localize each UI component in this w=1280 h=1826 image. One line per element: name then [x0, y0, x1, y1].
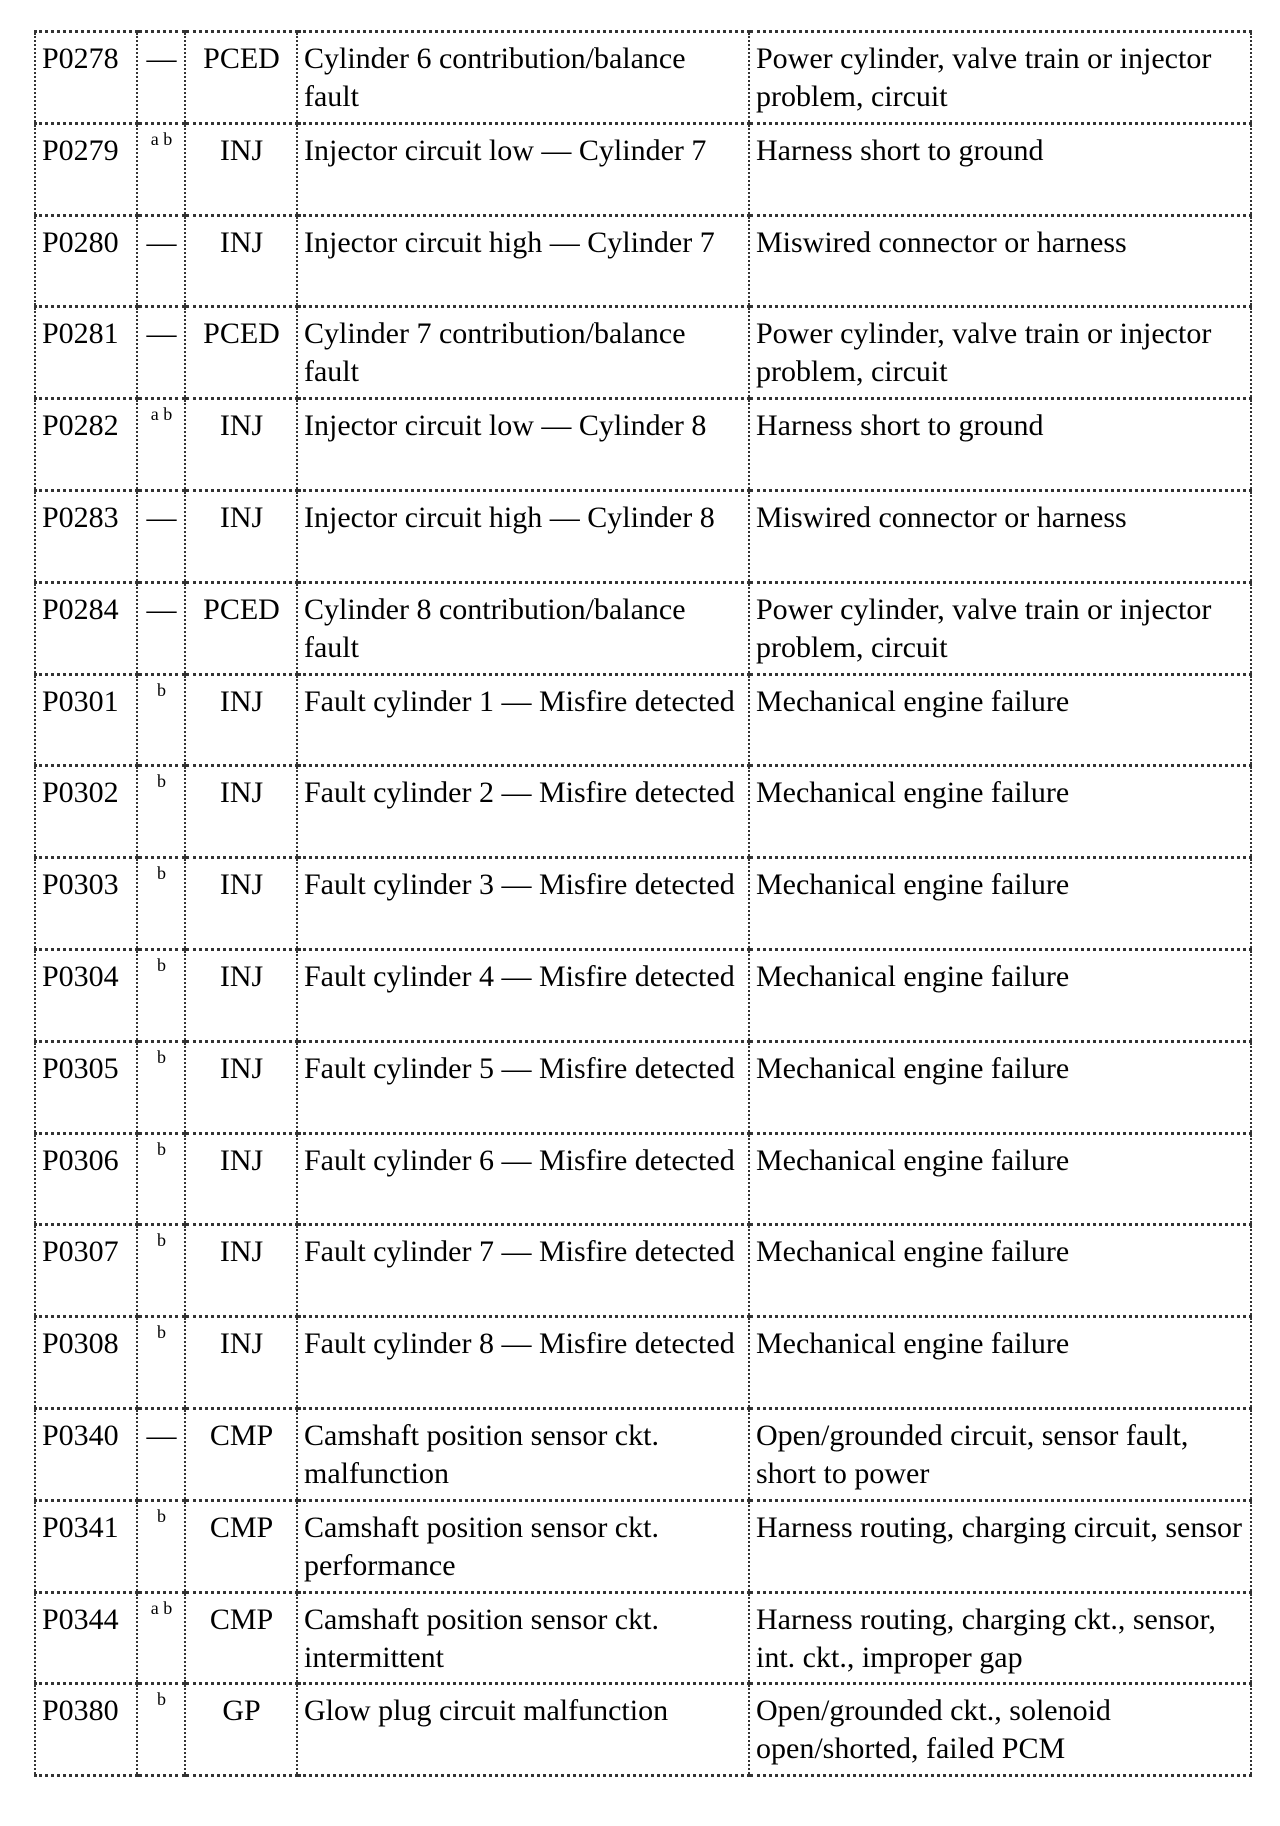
description-cell	[297, 123, 749, 215]
dtc-code: P0280	[42, 225, 119, 259]
system-cell	[185, 1133, 297, 1225]
dtc-code: P0283	[42, 500, 119, 534]
dtc-code: P0341	[42, 1510, 119, 1544]
probable-cause: Miswired connector or harness	[756, 225, 1127, 259]
probable-cause: Open/grounded ckt., solenoid open/shorted, failed PCM	[756, 1694, 1111, 1766]
footnote-cell	[137, 1041, 185, 1133]
system-abbreviation: INJ	[219, 500, 264, 534]
dtc-code-cell	[35, 215, 137, 307]
description-cell	[297, 1500, 749, 1592]
fault-description: Cylinder 6 contribution/balance fault	[304, 42, 686, 113]
fault-description: Injector circuit high — Cylinder 8	[304, 500, 715, 534]
fault-description: Injector circuit low — Cylinder 7	[304, 133, 707, 167]
dtc-code-cell	[35, 1592, 137, 1684]
cause-cell	[749, 1408, 1251, 1500]
dtc-code-cell	[35, 1408, 137, 1500]
system-cell	[185, 766, 297, 858]
fault-description: Fault cylinder 4 — Misfire detected	[304, 959, 735, 993]
cause-cell	[749, 1592, 1251, 1684]
dtc-code: P0340	[42, 1418, 119, 1452]
system-abbreviation: INJ	[219, 776, 264, 810]
probable-cause: Harness routing, charging circuit, sensor	[756, 1510, 1242, 1544]
description-cell	[297, 766, 749, 858]
cause-cell	[749, 1225, 1251, 1317]
system-abbreviation: CMP	[209, 1510, 274, 1544]
table-row	[35, 1317, 1251, 1409]
dtc-code: P0344	[42, 1602, 119, 1636]
probable-cause: Mechanical engine failure	[756, 1143, 1070, 1177]
system-abbreviation: PCED	[203, 42, 280, 75]
table-row	[35, 490, 1251, 582]
dtc-code-cell	[35, 1317, 137, 1409]
fault-description: Fault cylinder 3 — Misfire detected	[304, 868, 735, 902]
table-row	[35, 1500, 1251, 1592]
table-row	[35, 582, 1251, 674]
cause-cell	[749, 858, 1251, 950]
cause-cell	[749, 215, 1251, 307]
fault-description: Cylinder 7 contribution/balance fault	[304, 317, 686, 389]
system-cell	[185, 858, 297, 950]
description-cell	[297, 1592, 749, 1684]
dtc-code-cell	[35, 1500, 137, 1592]
footnote-cell	[137, 949, 185, 1041]
footnote-marker: b	[157, 954, 166, 975]
dtc-code: P0282	[42, 409, 119, 443]
footnote-marker: —	[146, 317, 177, 351]
fault-description: Fault cylinder 6 — Misfire detected	[304, 1143, 735, 1177]
footnote-marker: b	[157, 1505, 166, 1526]
fault-description: Injector circuit high — Cylinder 7	[304, 225, 715, 259]
probable-cause: Mechanical engine failure	[756, 868, 1070, 902]
description-cell	[297, 858, 749, 950]
probable-cause: Open/grounded circuit, sensor fault, short to power	[756, 1418, 1189, 1490]
dtc-code: P0278	[42, 42, 119, 75]
system-abbreviation: CMP	[209, 1602, 274, 1636]
system-cell	[185, 1408, 297, 1500]
system-cell	[185, 1592, 297, 1684]
dtc-code-cell	[35, 1684, 137, 1776]
table-row	[35, 399, 1251, 491]
footnote-marker: b	[157, 771, 166, 792]
probable-cause: Power cylinder, valve train or injector problem, circuit	[756, 592, 1212, 664]
dtc-code: P0302	[42, 776, 119, 810]
probable-cause: Harness short to ground	[756, 409, 1044, 443]
footnote-cell	[137, 123, 185, 215]
footnote-marker: b	[157, 863, 166, 884]
fault-description: Cylinder 8 contribution/balance fault	[304, 592, 686, 664]
dtc-code: P0380	[42, 1694, 119, 1728]
system-abbreviation: INJ	[219, 225, 264, 259]
table-row	[35, 1592, 1251, 1684]
fault-description: Injector circuit low — Cylinder 8	[304, 409, 707, 443]
table-row	[35, 1041, 1251, 1133]
footnote-marker: a b	[150, 128, 173, 149]
footnote-cell	[137, 399, 185, 491]
footnote-cell	[137, 215, 185, 307]
table-row	[35, 949, 1251, 1041]
footnote-cell	[137, 1133, 185, 1225]
dtc-code: P0301	[42, 684, 119, 718]
footnote-marker: b	[157, 1138, 166, 1159]
footnote-cell	[137, 490, 185, 582]
footnote-marker: —	[146, 225, 177, 259]
system-abbreviation: INJ	[219, 868, 264, 902]
system-abbreviation: PCED	[203, 317, 280, 351]
footnote-marker: b	[157, 679, 166, 700]
footnote-cell	[137, 307, 185, 399]
probable-cause: Mechanical engine failure	[756, 959, 1070, 993]
cause-cell	[749, 1684, 1251, 1776]
table-row	[35, 1133, 1251, 1225]
dtc-code-cell	[35, 1041, 137, 1133]
table-row	[35, 858, 1251, 950]
probable-cause: Mechanical engine failure	[756, 776, 1070, 810]
system-cell	[185, 1684, 297, 1776]
footnote-marker: —	[146, 500, 177, 534]
probable-cause: Miswired connector or harness	[756, 500, 1127, 534]
footnote-marker: b	[157, 1322, 166, 1343]
description-cell	[297, 1684, 749, 1776]
footnote-marker: a b	[150, 404, 173, 425]
probable-cause: Harness short to ground	[756, 133, 1044, 167]
dtc-code-cell	[35, 123, 137, 215]
system-cell	[185, 674, 297, 766]
probable-cause: Mechanical engine failure	[756, 1327, 1070, 1361]
system-cell	[185, 1225, 297, 1317]
cause-cell	[749, 582, 1251, 674]
system-abbreviation: INJ	[219, 409, 264, 443]
dtc-code: P0308	[42, 1327, 119, 1361]
dtc-code-cell	[35, 32, 137, 124]
footnote-cell	[137, 1225, 185, 1317]
footnote-cell	[137, 32, 185, 124]
footnote-cell	[137, 582, 185, 674]
description-cell	[297, 1317, 749, 1409]
cause-cell	[749, 1041, 1251, 1133]
system-abbreviation: INJ	[219, 1327, 264, 1361]
probable-cause: Harness routing, charging ckt., sensor, int. ckt., improper gap	[756, 1602, 1216, 1674]
dtc-code: P0279	[42, 133, 119, 167]
cause-cell	[749, 1500, 1251, 1592]
system-abbreviation: INJ	[219, 959, 264, 993]
dtc-code-cell	[35, 674, 137, 766]
description-cell	[297, 215, 749, 307]
dtc-code-cell	[35, 307, 137, 399]
table-row	[35, 32, 1251, 124]
description-cell	[297, 1133, 749, 1225]
table-row	[35, 307, 1251, 399]
footnote-cell	[137, 1500, 185, 1592]
system-abbreviation: INJ	[219, 684, 264, 718]
probable-cause: Mechanical engine failure	[756, 1235, 1070, 1269]
table-row	[35, 1408, 1251, 1500]
description-cell	[297, 1041, 749, 1133]
system-abbreviation: INJ	[219, 1051, 264, 1085]
system-abbreviation: CMP	[209, 1418, 274, 1452]
footnote-cell	[137, 1684, 185, 1776]
dtc-code-cell	[35, 858, 137, 950]
dtc-code-cell	[35, 766, 137, 858]
cause-cell	[749, 1317, 1251, 1409]
description-cell	[297, 674, 749, 766]
dtc-code-cell	[35, 949, 137, 1041]
probable-cause: Mechanical engine failure	[756, 684, 1070, 718]
probable-cause: Power cylinder, valve train or injector problem, circuit	[756, 42, 1212, 113]
table-row	[35, 674, 1251, 766]
probable-cause: Power cylinder, valve train or injector problem, circuit	[756, 317, 1212, 389]
footnote-marker: —	[146, 1418, 177, 1452]
system-cell	[185, 490, 297, 582]
cause-cell	[749, 766, 1251, 858]
dtc-code: P0306	[42, 1143, 119, 1177]
fault-description: Camshaft position sensor ckt. intermittent	[304, 1602, 659, 1674]
system-cell	[185, 1317, 297, 1409]
table-row	[35, 766, 1251, 858]
probable-cause: Mechanical engine failure	[756, 1051, 1070, 1085]
cause-cell	[749, 123, 1251, 215]
system-cell	[185, 399, 297, 491]
dtc-code-cell	[35, 399, 137, 491]
fault-description: Glow plug circuit malfunction	[304, 1694, 669, 1728]
footnote-marker: b	[157, 1230, 166, 1251]
system-abbreviation: INJ	[219, 133, 264, 167]
system-abbreviation: INJ	[219, 1143, 264, 1177]
cause-cell	[749, 674, 1251, 766]
system-cell	[185, 307, 297, 399]
fault-description: Camshaft position sensor ckt. malfunction	[304, 1418, 659, 1490]
dtc-code-cell	[35, 582, 137, 674]
footnote-cell	[137, 766, 185, 858]
system-cell	[185, 1500, 297, 1592]
system-abbreviation: GP	[222, 1694, 261, 1728]
fault-description: Camshaft position sensor ckt. performance	[304, 1510, 659, 1582]
description-cell	[297, 1225, 749, 1317]
dtc-code-cell	[35, 490, 137, 582]
fault-description: Fault cylinder 7 — Misfire detected	[304, 1235, 735, 1269]
dtc-code: P0284	[42, 592, 119, 626]
table-row	[35, 1684, 1251, 1776]
description-cell	[297, 399, 749, 491]
dtc-code: P0281	[42, 317, 119, 351]
cause-cell	[749, 1133, 1251, 1225]
footnote-marker: b	[157, 1046, 166, 1067]
fault-description: Fault cylinder 1 — Misfire detected	[304, 684, 735, 718]
description-cell	[297, 32, 749, 124]
fault-description: Fault cylinder 2 — Misfire detected	[304, 776, 735, 810]
cause-cell	[749, 399, 1251, 491]
description-cell	[297, 307, 749, 399]
table-row	[35, 215, 1251, 307]
footnote-marker: a b	[150, 1597, 173, 1618]
system-cell	[185, 582, 297, 674]
cause-cell	[749, 32, 1251, 124]
system-cell	[185, 123, 297, 215]
table-row	[35, 123, 1251, 215]
cause-cell	[749, 307, 1251, 399]
code-table-body	[35, 32, 1251, 1776]
system-cell	[185, 1041, 297, 1133]
dtc-code: P0307	[42, 1235, 119, 1269]
dtc-code: P0303	[42, 868, 119, 902]
description-cell	[297, 490, 749, 582]
footnote-cell	[137, 1408, 185, 1500]
system-abbreviation: INJ	[219, 1235, 264, 1269]
fault-description: Fault cylinder 5 — Misfire detected	[304, 1051, 735, 1085]
description-cell	[297, 1408, 749, 1500]
dtc-code-cell	[35, 1225, 137, 1317]
system-abbreviation: PCED	[203, 592, 280, 626]
footnote-cell	[137, 1592, 185, 1684]
dtc-code-cell	[35, 1133, 137, 1225]
system-cell	[185, 949, 297, 1041]
description-cell	[297, 582, 749, 674]
footnote-marker: —	[146, 42, 177, 75]
system-cell	[185, 215, 297, 307]
diagnostic-code-table	[34, 30, 1252, 1777]
dtc-code: P0304	[42, 959, 119, 993]
footnote-cell	[137, 674, 185, 766]
cause-cell	[749, 490, 1251, 582]
table-row	[35, 1225, 1251, 1317]
footnote-marker: b	[157, 1689, 166, 1710]
footnote-cell	[137, 858, 185, 950]
dtc-code: P0305	[42, 1051, 119, 1085]
footnote-cell	[137, 1317, 185, 1409]
description-cell	[297, 949, 749, 1041]
system-cell	[185, 32, 297, 124]
fault-description: Fault cylinder 8 — Misfire detected	[304, 1327, 735, 1361]
cause-cell	[749, 949, 1251, 1041]
footnote-marker: —	[146, 592, 177, 626]
